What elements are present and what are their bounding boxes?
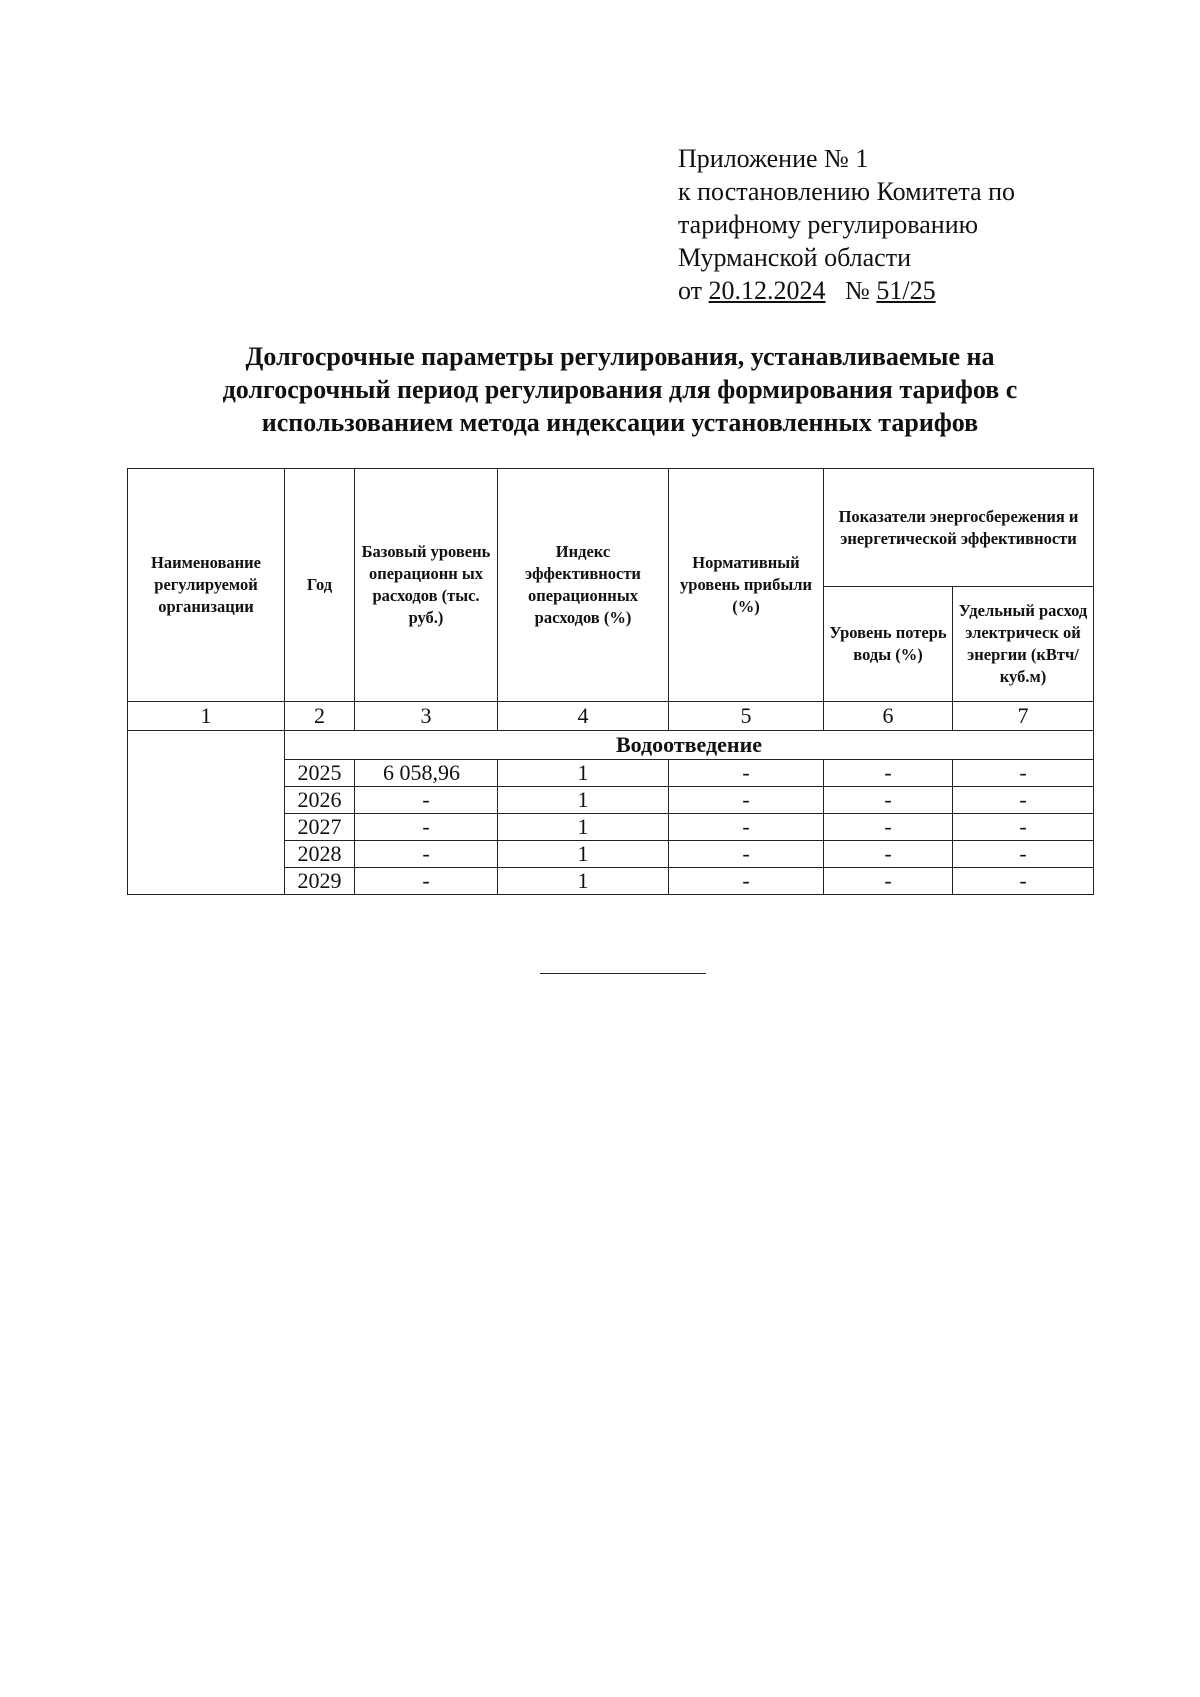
base-level-cell: - (355, 868, 498, 895)
appendix-date-line (678, 274, 1138, 307)
base-level-cell: - (355, 841, 498, 868)
header-row-1 (128, 469, 1094, 587)
electricity-cell: - (953, 760, 1094, 787)
base-level-cell: - (355, 787, 498, 814)
profit-level-cell: - (669, 814, 824, 841)
year-cell: 2027 (285, 814, 355, 841)
profit-level-cell: - (669, 868, 824, 895)
column-number: 4 (498, 702, 669, 731)
appendix-block (678, 142, 1138, 307)
efficiency-index-cell: 1 (498, 787, 669, 814)
efficiency-index-cell: 1 (498, 841, 669, 868)
year-cell: 2028 (285, 841, 355, 868)
column-number: 3 (355, 702, 498, 731)
electricity-cell: - (953, 841, 1094, 868)
header-efficiency-index: Индекс эффективности операционных расходов (%) (498, 469, 669, 702)
electricity-cell: - (953, 814, 1094, 841)
base-level-cell: 6 058,96 (355, 760, 498, 787)
year-cell: 2025 (285, 760, 355, 787)
number-prefix: № (845, 276, 870, 305)
resolution-date: 20.12.2024 (708, 276, 826, 305)
water-loss-cell: - (824, 814, 953, 841)
appendix-line-1: Приложение № 1 (678, 144, 869, 173)
water-loss-cell: - (824, 868, 953, 895)
column-number: 6 (824, 702, 953, 731)
profit-level-cell: - (669, 787, 824, 814)
document-title: Долгосрочные параметры регулирования, устанавливаемые на долгосрочный период регулирования для формирования тарифов с использованием метода индексации установленных тарифов (222, 342, 1018, 437)
efficiency-index-cell: 1 (498, 814, 669, 841)
water-loss-cell: - (824, 787, 953, 814)
electricity-cell: - (953, 787, 1094, 814)
header-year: Год (285, 469, 355, 702)
profit-level-cell: - (669, 841, 824, 868)
water-loss-cell: - (824, 760, 953, 787)
date-prefix: от (678, 276, 703, 305)
resolution-number: 51/25 (876, 276, 936, 305)
year-cell: 2026 (285, 787, 355, 814)
column-number: 7 (953, 702, 1094, 731)
year-cell: 2029 (285, 868, 355, 895)
header-org: Наименование регулируемой организации (128, 469, 285, 702)
header-energy-group: Показатели энергосбережения и энергетической эффективности (824, 469, 1094, 587)
section-row (128, 731, 1094, 760)
appendix-line-3: тарифному регулированию (678, 210, 979, 239)
header-base-level: Базовый уровень операционн ых расходов (тыс. руб.) (355, 469, 498, 702)
section-title: Водоотведение (285, 731, 1094, 760)
efficiency-index-cell: 1 (498, 760, 669, 787)
appendix-line-4: Мурманской области (678, 243, 911, 272)
column-number-row (128, 702, 1094, 731)
parameters-table (127, 468, 1094, 895)
header-water-loss: Уровень потерь воды (%) (824, 587, 953, 702)
appendix-line-2: к постановлению Комитета по (678, 177, 1016, 206)
electricity-cell: - (953, 868, 1094, 895)
closing-rule (540, 973, 706, 974)
efficiency-index-cell: 1 (498, 868, 669, 895)
profit-level-cell: - (669, 760, 824, 787)
column-number: 5 (669, 702, 824, 731)
header-electricity: Удельный расход электрическ ой энергии (кВтч/куб.м) (953, 587, 1094, 702)
column-number: 2 (285, 702, 355, 731)
organization-cell (128, 731, 285, 895)
water-loss-cell: - (824, 841, 953, 868)
header-profit-level: Нормативный уровень прибыли (%) (669, 469, 824, 702)
base-level-cell: - (355, 814, 498, 841)
column-number: 1 (128, 702, 285, 731)
